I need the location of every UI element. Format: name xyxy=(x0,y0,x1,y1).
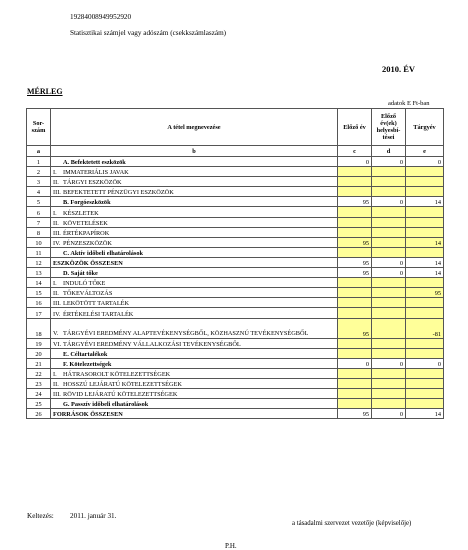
col-letter-a: a xyxy=(27,146,51,157)
row-value-corr xyxy=(372,247,406,257)
row-label: BEFEKTETETT PÉNZÜGYI ESZKÖZÖK xyxy=(63,189,174,197)
row-value-curr xyxy=(406,399,444,409)
table-row xyxy=(27,247,444,257)
table-row xyxy=(27,288,444,298)
row-code: 24 xyxy=(27,388,51,398)
row-value-prev xyxy=(338,278,372,288)
row-value-prev: 95 xyxy=(338,197,372,207)
row-value-corr xyxy=(372,368,406,378)
row-label-cell xyxy=(51,177,338,187)
row-code: 15 xyxy=(27,288,51,298)
row-code: 13 xyxy=(27,268,51,278)
row-value-prev: 95 xyxy=(338,257,372,267)
row-code: 4 xyxy=(27,187,51,197)
table-row xyxy=(27,368,444,378)
row-value-curr xyxy=(406,298,444,308)
row-value-curr: 0 xyxy=(406,358,444,368)
table-row xyxy=(27,217,444,227)
row-roman: V. xyxy=(53,330,59,337)
row-label-cell xyxy=(51,268,338,278)
row-label-cell xyxy=(51,358,338,368)
row-label: KÖVETELÉSEK xyxy=(63,219,108,227)
row-roman: IV. xyxy=(53,310,61,318)
row-value-curr xyxy=(406,368,444,378)
signing-date: 2011. január 31. xyxy=(70,512,117,520)
row-value-curr xyxy=(406,227,444,237)
row-value-prev xyxy=(338,217,372,227)
row-label: A. Befektetett eszközök xyxy=(63,159,126,167)
table-row xyxy=(27,298,444,308)
row-code: 6 xyxy=(27,207,51,217)
row-label: PÉNZESZKÖZÖK xyxy=(63,239,112,247)
row-code: 5 xyxy=(27,197,51,207)
row-value-prev xyxy=(338,207,372,217)
row-value-corr xyxy=(372,227,406,237)
row-label-cell xyxy=(51,308,338,318)
row-value-prev xyxy=(338,348,372,358)
row-label: D. Saját tőke xyxy=(63,270,98,278)
row-value-prev: 95 xyxy=(338,409,372,419)
row-code: 18 xyxy=(27,318,51,338)
row-roman: I. xyxy=(53,169,57,177)
row-roman: I. xyxy=(53,209,57,217)
col-letter-c: c xyxy=(338,146,372,157)
table-row xyxy=(27,318,444,338)
row-label: KÉSZLETEK xyxy=(63,209,99,217)
row-roman: III. xyxy=(53,229,61,237)
row-value-curr xyxy=(406,338,444,348)
table-row xyxy=(27,338,444,348)
row-roman: III. xyxy=(53,391,61,399)
table-row xyxy=(27,167,444,177)
row-value-corr xyxy=(372,187,406,197)
row-value-curr xyxy=(406,378,444,388)
row-value-corr xyxy=(372,278,406,288)
row-code: 7 xyxy=(27,217,51,227)
row-label-cell xyxy=(51,298,338,308)
row-code: 17 xyxy=(27,308,51,318)
col-letter-e: e xyxy=(406,146,444,157)
row-value-curr xyxy=(406,308,444,318)
row-value-corr xyxy=(372,399,406,409)
table-row xyxy=(27,237,444,247)
row-value-curr: 95 xyxy=(406,288,444,298)
row-label-cell xyxy=(51,157,338,167)
report-year: 2010. ÉV xyxy=(382,64,416,74)
row-value-prev xyxy=(338,399,372,409)
row-value-curr: 14 xyxy=(406,197,444,207)
table-row xyxy=(27,348,444,358)
row-label: INDULÓ TŐKE xyxy=(63,280,106,288)
row-value-prev: 95 xyxy=(338,318,372,338)
date-label: Keltezés: xyxy=(27,512,54,520)
col-letter-b: b xyxy=(51,146,338,157)
row-label-cell xyxy=(51,278,338,288)
statistical-id-label: Statisztikai számjel vagy adószám (csekkszámlaszám) xyxy=(70,29,227,37)
column-letter-row xyxy=(27,146,444,157)
row-value-curr xyxy=(406,177,444,187)
row-value-corr: 0 xyxy=(372,409,406,419)
row-roman: II. xyxy=(53,380,59,388)
row-roman: II. xyxy=(53,179,59,187)
row-label: C. Aktív időbeli elhatárolások xyxy=(63,249,144,257)
col-header-corr: Előző év(ek) helyesbí-tései xyxy=(372,109,406,146)
row-label-cell xyxy=(51,257,338,267)
row-code: 22 xyxy=(27,368,51,378)
row-roman: VI. xyxy=(53,340,62,348)
row-label: TÁRGYÉVI EREDMÉNY ALAPTEVÉKENYSÉGBŐL, KÖZHASZNÚ TEVÉKENYSÉGBŐL xyxy=(63,330,309,337)
row-value-corr: 0 xyxy=(372,268,406,278)
unit-note: adatok E Ft-ban xyxy=(388,100,430,107)
row-label-cell xyxy=(51,409,338,419)
row-code: 14 xyxy=(27,278,51,288)
section-title: MÉRLEG xyxy=(27,87,63,96)
row-value-curr xyxy=(406,217,444,227)
col-header-code: Sor-szám xyxy=(27,109,51,146)
row-code: 10 xyxy=(27,237,51,247)
row-value-prev: 95 xyxy=(338,268,372,278)
table-row xyxy=(27,378,444,388)
row-label: TÁRGYÉVI EREDMÉNY VÁLLALKOZÁSI TEVÉKENYSÉGBŐL xyxy=(63,340,241,348)
row-label-cell xyxy=(51,399,338,409)
row-value-prev xyxy=(338,177,372,187)
row-value-corr xyxy=(372,237,406,247)
row-label-cell xyxy=(51,207,338,217)
row-value-corr xyxy=(372,338,406,348)
table-row xyxy=(27,257,444,267)
balance-sheet-table xyxy=(26,108,444,419)
row-label: ESZKÖZÖK ÖSSZESEN xyxy=(53,260,123,268)
row-value-curr xyxy=(406,207,444,217)
row-code: 11 xyxy=(27,247,51,257)
row-value-prev xyxy=(338,227,372,237)
row-label: F. Kötelezettségek xyxy=(63,360,112,368)
row-value-corr xyxy=(372,217,406,227)
row-value-corr xyxy=(372,177,406,187)
table-row xyxy=(27,308,444,318)
row-roman: I. xyxy=(53,370,57,378)
row-value-curr: 0 xyxy=(406,157,444,167)
row-value-prev xyxy=(338,388,372,398)
row-label-cell xyxy=(51,197,338,207)
row-value-corr xyxy=(372,207,406,217)
row-code: 1 xyxy=(27,157,51,167)
row-value-prev: 95 xyxy=(338,237,372,247)
row-value-prev xyxy=(338,308,372,318)
row-value-curr xyxy=(406,388,444,398)
row-value-corr: 0 xyxy=(372,257,406,267)
row-value-prev xyxy=(338,187,372,197)
row-code: 3 xyxy=(27,177,51,187)
row-code: 16 xyxy=(27,298,51,308)
row-code: 12 xyxy=(27,257,51,267)
table-row xyxy=(27,207,444,217)
row-value-prev xyxy=(338,298,372,308)
table-row xyxy=(27,409,444,419)
row-roman: IV. xyxy=(53,239,61,247)
col-header-curr: Tárgyév xyxy=(406,109,444,146)
row-value-curr xyxy=(406,247,444,257)
row-value-prev xyxy=(338,247,372,257)
row-code: 8 xyxy=(27,227,51,237)
row-value-prev xyxy=(338,288,372,298)
row-value-prev xyxy=(338,368,372,378)
row-value-corr xyxy=(372,318,406,338)
row-label-cell xyxy=(51,247,338,257)
row-label-cell xyxy=(51,318,338,338)
row-label: TÁRGYI ESZKÖZÖK xyxy=(63,179,122,187)
row-label: ÉRTÉKELÉSI TARTALÉK xyxy=(63,310,134,318)
row-label-cell xyxy=(51,187,338,197)
row-roman: I. xyxy=(53,280,57,288)
row-value-corr xyxy=(372,388,406,398)
row-value-corr xyxy=(372,348,406,358)
row-label-cell xyxy=(51,167,338,177)
row-code: 23 xyxy=(27,378,51,388)
row-label-cell xyxy=(51,378,338,388)
row-label: TŐKEVÁLTOZÁS xyxy=(63,290,113,298)
row-value-curr xyxy=(406,278,444,288)
row-value-corr xyxy=(372,288,406,298)
row-roman: II. xyxy=(53,219,59,227)
row-label-cell xyxy=(51,217,338,227)
row-value-curr: 14 xyxy=(406,257,444,267)
table-row xyxy=(27,358,444,368)
row-value-prev: 0 xyxy=(338,358,372,368)
row-value-corr xyxy=(372,308,406,318)
row-label: RÖVID LEJÁRATÚ KÖTELEZETTSÉGEK xyxy=(63,391,178,399)
row-code: 2 xyxy=(27,167,51,177)
row-label: ÉRTÉKPAPÍROK xyxy=(63,229,110,237)
row-label-cell xyxy=(51,288,338,298)
row-label: B. Forgóeszközök xyxy=(63,199,111,207)
row-code: 21 xyxy=(27,358,51,368)
row-code: 26 xyxy=(27,409,51,419)
row-label: HÁTRASOROLT KÖTELEZETTSÉGEK xyxy=(63,370,171,378)
table-row xyxy=(27,157,444,167)
registration-number: 19284008949952920 xyxy=(70,13,132,21)
row-value-curr xyxy=(406,348,444,358)
table-row xyxy=(27,197,444,207)
row-value-curr: -81 xyxy=(406,318,444,338)
row-label-cell xyxy=(51,338,338,348)
table-row xyxy=(27,399,444,409)
row-value-prev xyxy=(338,338,372,348)
row-value-curr: 14 xyxy=(406,268,444,278)
row-label-cell xyxy=(51,348,338,358)
row-label: E. Céltartalékok xyxy=(63,350,108,358)
row-roman: II. xyxy=(53,290,59,298)
row-value-prev xyxy=(338,167,372,177)
row-value-corr: 0 xyxy=(372,157,406,167)
stamp-placeholder: P.H. xyxy=(225,542,237,550)
table-row xyxy=(27,177,444,187)
table-row xyxy=(27,278,444,288)
row-roman: III. xyxy=(53,189,61,197)
col-header-prev: Előző év xyxy=(338,109,372,146)
row-value-prev xyxy=(338,378,372,388)
row-label: HOSSZÚ LEJÁRATÚ KÖTELEZETTSÉGEK xyxy=(63,380,182,388)
row-label-cell xyxy=(51,237,338,247)
row-label-cell xyxy=(51,368,338,378)
row-code: 20 xyxy=(27,348,51,358)
row-value-curr xyxy=(406,187,444,197)
row-value-corr: 0 xyxy=(372,197,406,207)
row-value-curr: 14 xyxy=(406,237,444,247)
signature-label: a tásadalmi szervezet vezetője (képviselője) xyxy=(292,520,412,527)
row-label: IMMATERIÁLIS JAVAK xyxy=(63,169,129,177)
col-letter-d: d xyxy=(372,146,406,157)
row-label: G. Passzív időbeli elhatárolások xyxy=(63,401,149,409)
row-value-corr xyxy=(372,167,406,177)
row-value-corr: 0 xyxy=(372,358,406,368)
row-value-prev: 0 xyxy=(338,157,372,167)
table-row xyxy=(27,268,444,278)
row-value-curr: 14 xyxy=(406,409,444,419)
row-label: FORRÁSOK ÖSSZESEN xyxy=(53,411,123,419)
row-roman: III. xyxy=(53,300,61,308)
table-row xyxy=(27,187,444,197)
table-row xyxy=(27,227,444,237)
col-header-name: A tétel megnevezése xyxy=(51,109,338,146)
header-row xyxy=(27,109,444,146)
row-code: 25 xyxy=(27,399,51,409)
row-label-cell xyxy=(51,227,338,237)
row-label: LEKÖTÖTT TARTALÉK xyxy=(63,300,130,308)
row-value-corr xyxy=(372,378,406,388)
row-value-corr xyxy=(372,298,406,308)
table-row xyxy=(27,388,444,398)
row-value-curr xyxy=(406,167,444,177)
row-label-cell xyxy=(51,388,338,398)
row-code: 19 xyxy=(27,338,51,348)
